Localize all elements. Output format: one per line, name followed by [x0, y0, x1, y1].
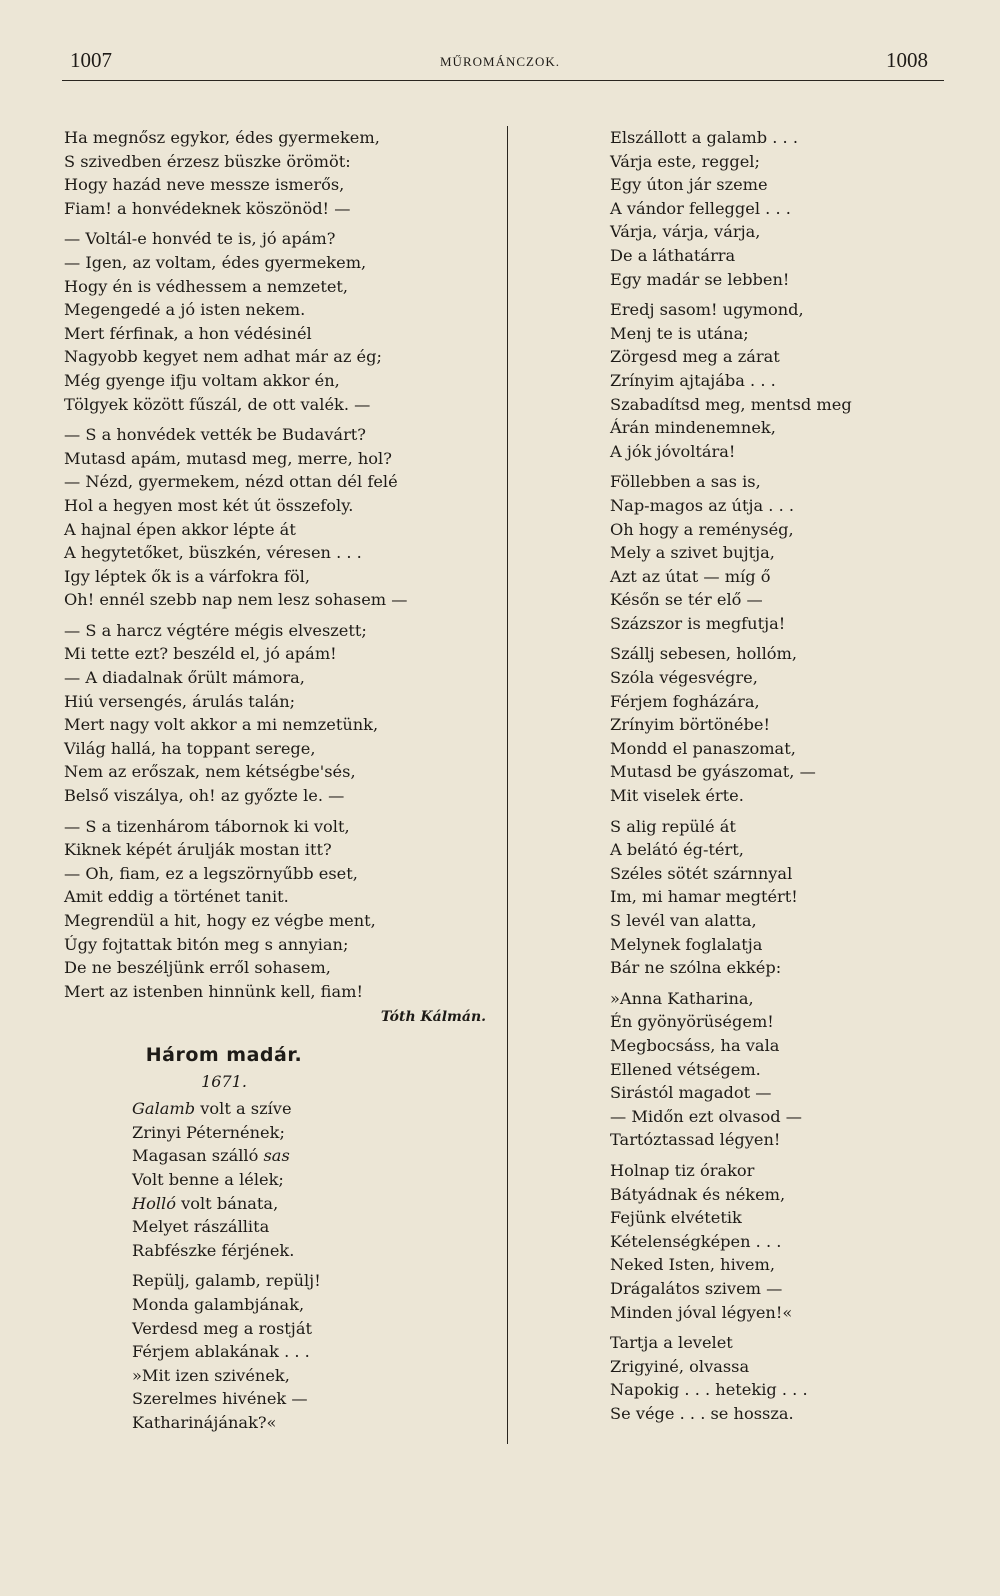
verse-text: volt a szíve: [195, 1099, 292, 1119]
stanza: [132, 1097, 494, 1262]
verse-line: Verdesd meg a rostját: [132, 1318, 312, 1338]
verse-line: Szóla végesvégre,: [610, 668, 758, 688]
verse-line: Hiú versengés, árulás talán;: [64, 691, 296, 711]
verse-line: Menj te is utána;: [610, 323, 749, 343]
verse-line: Bátyádnak és nékem,: [610, 1184, 786, 1204]
verse-line: Mondd el panaszomat,: [610, 738, 796, 758]
verse-line: Holnap tiz órakor: [610, 1160, 755, 1180]
verse-emphasis: sas: [263, 1146, 290, 1166]
verse-line: Oh hogy a reménység,: [610, 519, 794, 539]
verse-line: [132, 1192, 494, 1216]
verse-line: [132, 1144, 494, 1168]
verse-line: A hajnal épen akkor lépte át: [64, 519, 296, 539]
verse-line: Úgy fojtattak bitón meg s annyian;: [64, 934, 349, 954]
verse-line: Tartóztassad légyen!: [610, 1130, 781, 1150]
verse-line: Elszállott a galamb . . .: [610, 128, 798, 147]
verse-line: Ellened vétségem.: [610, 1059, 761, 1079]
stanza: [132, 1269, 494, 1434]
stanza: [610, 1331, 910, 1425]
right-column: [610, 126, 910, 1432]
verse-emphasis: Galamb: [132, 1099, 196, 1119]
page-number-right: 1008: [886, 48, 928, 72]
verse-line: — S a harcz végtére mégis elveszett;: [64, 620, 367, 640]
verse-line: [132, 1097, 494, 1121]
verse-line: Mutasd be gyászomat, —: [610, 762, 816, 782]
verse-line: Hol a hegyen most két út összefoly.: [64, 495, 354, 515]
verse-line: A belátó ég-tért,: [610, 840, 744, 860]
verse-line: — Oh, fiam, ez a legszörnyűbb eset,: [64, 863, 358, 883]
verse-line: Zrínyim börtönébe!: [610, 715, 770, 735]
verse-line: Várja este, reggel;: [610, 151, 760, 171]
verse-line: Se vége . . . se hossza.: [610, 1403, 794, 1423]
verse-line: Árán mindenemnek,: [610, 418, 776, 438]
verse-line: Sirástól magadot —: [610, 1083, 772, 1103]
verse-line: Amit eddig a történet tanit.: [64, 887, 289, 907]
verse-line: Nagyobb kegyet nem adhat már az ég;: [64, 347, 382, 367]
verse-line: Nem az erőszak, nem kétségbe'sés,: [64, 762, 356, 782]
verse-line: »Anna Katharina,: [610, 988, 754, 1008]
stanza: [610, 1159, 910, 1324]
header-rule: [62, 80, 944, 81]
verse-line: A hegytetőket, büszkén, véresen . . .: [64, 543, 362, 563]
verse-line: Im, mi hamar megtért!: [610, 887, 798, 907]
verse-line: Szállj sebesen, hollóm,: [610, 644, 797, 664]
verse-line: Széles sötét szárnnyal: [610, 863, 793, 883]
verse-line: Szabadítsd meg, mentsd meg: [610, 394, 852, 414]
stanza: [610, 815, 910, 980]
poem-title: Három madár.: [145, 1043, 303, 1066]
verse-line: — S a tizenhárom tábornok ki volt,: [64, 816, 350, 836]
verse-line: Nap-magos az útja . . .: [610, 495, 795, 515]
verse-line: Eredj sasom! ugymond,: [610, 300, 804, 320]
verse-text: Magasan szálló: [132, 1146, 264, 1166]
verse-line: Hogy én is védhessem a nemzetet,: [64, 276, 349, 296]
verse-line: — S a honvédek vették be Budavárt?: [64, 425, 366, 445]
verse-line: Megrendül a hit, hogy ez végbe ment,: [64, 911, 376, 930]
verse-line: Fejünk elvétetik: [610, 1208, 742, 1228]
verse-line: De ne beszéljünk erről sohasem,: [64, 958, 331, 978]
verse-line: Hogy hazád neve messze ismerős,: [64, 175, 345, 195]
verse-line: Világ hallá, ha toppant serege,: [64, 738, 316, 758]
verse-line: Férjem fogházára,: [610, 691, 760, 711]
stanza: [64, 423, 494, 612]
running-title: MŰROMÁNCZOK.: [440, 54, 560, 69]
left-column: [64, 126, 494, 1441]
verse-line: Tölgyek között fűszál, de ott valék. —: [64, 394, 371, 414]
poem-author: Tóth Kálmán.: [380, 1009, 486, 1026]
verse-line: Mely a szivet bujtja,: [610, 543, 775, 563]
verse-line: S alig repülé át: [610, 816, 736, 836]
verse-line: Megengedé a jó isten nekem.: [64, 300, 306, 320]
stanza: [610, 987, 910, 1152]
verse-line: — Nézd, gyermekem, nézd ottan dél felé: [64, 472, 398, 492]
verse-line: Százszor is megfutja!: [610, 613, 786, 633]
stanza: [610, 642, 910, 807]
verse-line: Zrinyi Péternének;: [132, 1122, 285, 1142]
verse-line: Monda galambjának,: [132, 1294, 305, 1314]
stanza: [64, 126, 494, 220]
verse-line: Repülj, galamb, repülj!: [132, 1271, 321, 1291]
verse-line: Egy úton jár szeme: [610, 175, 768, 195]
verse-line: Mutasd apám, mutasd meg, merre, hol?: [64, 448, 392, 468]
verse-line: Minden jóval légyen!«: [610, 1302, 793, 1322]
verse-line: Szerelmes hivének —: [132, 1389, 308, 1409]
verse-line: Férjem ablakának . . .: [132, 1342, 310, 1362]
verse-line: Tartja a levelet: [610, 1333, 733, 1353]
verse-line: Én gyönyörüségem!: [610, 1012, 774, 1032]
verse-line: Zörgesd meg a zárat: [610, 347, 780, 367]
verse-line: Melynek foglalatja: [610, 934, 763, 954]
verse-line: Zrigyiné, olvassa: [610, 1356, 750, 1376]
verse-line: Mert férfinak, a hon védésinél: [64, 323, 312, 343]
verse-line: Egy madár se lebben!: [610, 269, 790, 289]
verse-line: Megbocsáss, ha vala: [610, 1035, 780, 1055]
verse-line: Föllebben a sas is,: [610, 472, 761, 492]
stanza: [64, 815, 494, 1004]
verse-line: A vándor felleggel . . .: [610, 198, 791, 218]
verse-line: S szivedben érzesz büszke örömöt:: [64, 151, 351, 171]
verse-line: Még gyenge ifju voltam akkor én,: [64, 370, 340, 390]
verse-line: S levél van alatta,: [610, 911, 757, 930]
verse-line: — Igen, az voltam, édes gyermekem,: [64, 252, 367, 272]
verse-line: Várja, várja, várja,: [610, 222, 761, 242]
verse-line: Kételenségképen . . .: [610, 1231, 782, 1251]
verse-line: Mit viselek érte.: [610, 786, 744, 806]
verse-line: Katharinájának?«: [132, 1412, 277, 1432]
verse-line: »Mit izen szivének,: [132, 1365, 290, 1385]
verse-line: Ha megnősz egykor, édes gyermekem,: [64, 128, 380, 147]
verse-line: Volt benne a lélek;: [132, 1169, 284, 1189]
verse-line: Drágalátos szivem —: [610, 1278, 783, 1298]
page-number-left: 1007: [70, 48, 112, 72]
verse-line: Igy léptek ők is a várfokra föl,: [64, 566, 311, 586]
verse-text: volt bánata,: [175, 1193, 279, 1213]
column-divider: [507, 126, 508, 1444]
verse-line: Melyet rászállita: [132, 1217, 270, 1237]
verse-line: Azt az útat — míg ő: [610, 566, 771, 586]
verse-line: Fiam! a honvédeknek köszönöd! —: [64, 198, 351, 218]
stanza: [610, 126, 910, 291]
verse-line: Mert az istenben hinnünk kell, fiam!: [64, 981, 363, 1001]
second-poem-body: [64, 1097, 494, 1434]
verse-emphasis: Holló: [132, 1193, 176, 1213]
verse-line: Napokig . . . hetekig . . .: [610, 1380, 808, 1400]
verse-line: Oh! ennél szebb nap nem lesz sohasem —: [64, 590, 408, 610]
stanza: [610, 298, 910, 463]
verse-line: Későn se tér elő —: [610, 590, 763, 610]
stanza: [64, 619, 494, 808]
verse-line: — A diadalnak őrült mámora,: [64, 668, 305, 688]
verse-line: A jók jóvoltára!: [610, 441, 736, 461]
verse-line: De a láthatárra: [610, 245, 736, 265]
verse-line: Neked Isten, hivem,: [610, 1255, 775, 1275]
stanza: [610, 470, 910, 635]
verse-line: Bár ne szólna ekkép:: [610, 958, 782, 978]
left-poem: [64, 126, 494, 1003]
verse-line: Rabfészke férjének.: [132, 1240, 295, 1260]
verse-line: Zrínyim ajtajába . . .: [610, 370, 776, 390]
stanza: [64, 227, 494, 416]
second-poem-heading: [64, 1044, 494, 1093]
verse-line: Kiknek képét árulják mostan itt?: [64, 840, 332, 860]
verse-line: — Midőn ezt olvasod —: [610, 1106, 802, 1126]
verse-line: Belső viszálya, oh! az győzte le. —: [64, 786, 345, 806]
verse-line: Mert nagy volt akkor a mi nemzetünk,: [64, 715, 379, 735]
poem-year: 1671.: [201, 1071, 247, 1091]
verse-line: Mi tette ezt? beszéld el, jó apám!: [64, 644, 337, 664]
verse-line: — Voltál-e honvéd te is, jó apám?: [64, 229, 336, 249]
